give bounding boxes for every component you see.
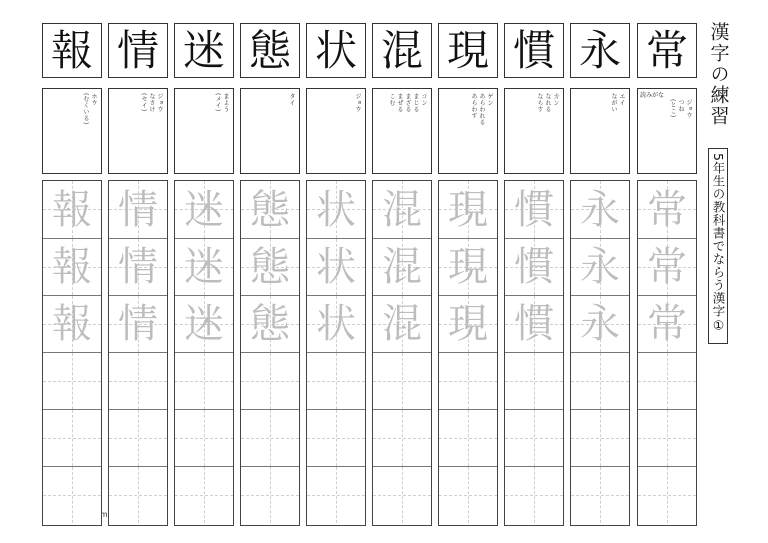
writing-cell[interactable]	[373, 466, 431, 523]
trace-kanji: 迷	[184, 301, 224, 347]
trace-kanji: 迷	[184, 244, 224, 290]
model-kanji-box	[306, 23, 366, 78]
trace-kanji: 混	[382, 244, 422, 290]
writing-cell[interactable]	[439, 409, 497, 466]
trace-kanji: 情	[118, 244, 158, 290]
trace-cell	[439, 238, 497, 295]
model-kanji-box	[108, 23, 168, 78]
trace-kanji: 報	[52, 186, 92, 233]
reading-text: (むくいる)	[82, 93, 89, 125]
trace-kanji: 混	[382, 301, 422, 347]
trace-cell	[571, 295, 629, 352]
trace-cell	[373, 181, 431, 238]
reading-box	[108, 88, 168, 174]
writing-cell[interactable]	[241, 466, 299, 523]
trace-cell	[241, 238, 299, 295]
trace-kanji: 慣	[514, 244, 554, 290]
reading-box	[174, 88, 234, 174]
writing-cell[interactable]	[373, 352, 431, 409]
writing-cell[interactable]	[638, 466, 696, 523]
writing-cell[interactable]	[439, 466, 497, 523]
reading-box	[438, 88, 498, 174]
writing-cell[interactable]	[241, 352, 299, 409]
trace-kanji: 常	[647, 301, 687, 347]
reading-box	[637, 88, 697, 174]
trace-kanji: 混	[382, 186, 422, 233]
practice-grid	[108, 180, 168, 526]
trace-cell	[307, 181, 365, 238]
trace-cell	[571, 238, 629, 295]
trace-cell	[109, 238, 167, 295]
writing-cell[interactable]	[175, 466, 233, 523]
trace-cell	[439, 295, 497, 352]
trace-cell	[109, 181, 167, 238]
trace-kanji: 状	[316, 244, 356, 290]
trace-kanji: 永	[580, 186, 620, 233]
writing-cell[interactable]	[109, 466, 167, 523]
writing-cell[interactable]	[43, 466, 101, 523]
reading-box	[42, 88, 102, 174]
reading-text: あらわれる	[478, 93, 485, 126]
page-subtitle: 5年生の教科書でならう漢字①	[711, 153, 726, 333]
writing-cell[interactable]	[505, 352, 563, 409]
trace-cell	[175, 181, 233, 238]
practice-grid	[504, 180, 564, 526]
trace-cell	[307, 238, 365, 295]
trace-kanji: 常	[647, 244, 687, 290]
trace-kanji: 永	[580, 244, 620, 290]
model-kanji-box	[174, 23, 234, 78]
model-kanji-box	[372, 23, 432, 78]
trace-cell	[307, 295, 365, 352]
writing-cell[interactable]	[175, 352, 233, 409]
reading-text: ジョウ	[354, 93, 361, 113]
practice-grid	[637, 180, 697, 526]
reading-text: ゲン	[486, 93, 493, 106]
writing-cell[interactable]	[505, 409, 563, 466]
subtitle-box	[708, 148, 728, 344]
reading-text: なれる	[544, 93, 551, 113]
model-kanji-box	[240, 23, 300, 78]
practice-grid	[306, 180, 366, 526]
model-kanji: 態	[248, 25, 291, 75]
trace-kanji: 現	[448, 186, 488, 233]
model-kanji: 現	[446, 25, 489, 75]
reading-text: あらわす	[470, 93, 477, 119]
reading-text: ならす	[536, 93, 543, 113]
trace-cell	[241, 295, 299, 352]
writing-cell[interactable]	[43, 352, 101, 409]
trace-cell	[373, 295, 431, 352]
practice-grid	[570, 180, 630, 526]
trace-kanji: 報	[52, 301, 92, 347]
writing-cell[interactable]	[439, 352, 497, 409]
writing-cell[interactable]	[241, 409, 299, 466]
practice-grid	[174, 180, 234, 526]
trace-cell	[43, 238, 101, 295]
writing-cell[interactable]	[43, 409, 101, 466]
model-kanji: 情	[116, 25, 159, 75]
yomigana-label: 読みがな	[640, 92, 665, 99]
reading-text: まじる	[412, 93, 419, 113]
title-block	[706, 22, 732, 127]
trace-cell	[241, 181, 299, 238]
reading-text: エイ	[618, 93, 625, 106]
model-kanji-box	[42, 23, 102, 78]
reading-text: カン	[552, 93, 559, 106]
trace-kanji: 永	[580, 301, 620, 347]
reading-text: (メイ)	[214, 93, 221, 112]
writing-cell[interactable]	[571, 466, 629, 523]
writing-cell[interactable]	[109, 409, 167, 466]
reading-text: まざる	[404, 93, 411, 113]
trace-cell	[439, 181, 497, 238]
writing-cell[interactable]	[175, 409, 233, 466]
reading-text: ながい	[610, 93, 617, 113]
trace-kanji: 現	[448, 244, 488, 290]
model-kanji-box	[570, 23, 630, 78]
trace-cell	[638, 181, 696, 238]
model-kanji: 迷	[182, 25, 225, 75]
reading-box	[240, 88, 300, 174]
writing-cell[interactable]	[571, 409, 629, 466]
reading-box	[372, 88, 432, 174]
reading-box	[504, 88, 564, 174]
trace-kanji: 態	[250, 186, 290, 233]
writing-cell[interactable]	[505, 466, 563, 523]
reading-text: (セイ)	[140, 93, 147, 112]
trace-kanji: 状	[316, 301, 356, 347]
model-kanji: 慣	[512, 25, 555, 75]
model-kanji: 永	[578, 25, 621, 75]
trace-cell	[505, 238, 563, 295]
reading-text: まぜる	[396, 93, 403, 113]
trace-kanji: 状	[316, 186, 356, 233]
reading-text: ジョウ	[685, 99, 692, 119]
writing-cell[interactable]	[307, 352, 365, 409]
trace-cell	[43, 181, 101, 238]
model-kanji: 混	[380, 25, 423, 75]
trace-kanji: 態	[250, 301, 290, 347]
practice-grid	[240, 180, 300, 526]
page-title: 漢字の練習	[707, 22, 730, 127]
writing-cell[interactable]	[571, 352, 629, 409]
practice-grid	[372, 180, 432, 526]
trace-kanji: 慣	[514, 186, 554, 233]
writing-cell[interactable]	[109, 352, 167, 409]
writing-cell[interactable]	[307, 466, 365, 523]
practice-grid	[438, 180, 498, 526]
trace-kanji: 態	[250, 244, 290, 290]
trace-kanji: 情	[118, 186, 158, 233]
reading-text: こむ	[388, 93, 395, 106]
reading-text: なさけ	[148, 93, 155, 113]
reading-box	[306, 88, 366, 174]
practice-grid	[42, 180, 102, 526]
writing-cell[interactable]	[307, 409, 365, 466]
trace-cell	[505, 181, 563, 238]
trace-cell	[109, 295, 167, 352]
reading-text: ホウ	[90, 93, 97, 106]
reading-text: コン	[420, 93, 427, 106]
writing-cell[interactable]	[638, 352, 696, 409]
reading-text: つね	[677, 99, 684, 112]
trace-cell	[175, 238, 233, 295]
model-kanji-box	[637, 23, 697, 78]
model-kanji: 報	[50, 25, 93, 75]
model-kanji: 状	[314, 25, 357, 75]
trace-kanji: 報	[52, 244, 92, 290]
trace-cell	[175, 295, 233, 352]
reading-text: まよう	[222, 93, 229, 113]
trace-cell	[571, 181, 629, 238]
trace-cell	[373, 238, 431, 295]
writing-cell[interactable]	[638, 409, 696, 466]
reading-text: タイ	[288, 93, 295, 106]
trace-kanji: 情	[118, 301, 158, 347]
reading-text: (とこ)	[669, 99, 676, 118]
trace-kanji: 現	[448, 301, 488, 347]
model-kanji-box	[438, 23, 498, 78]
trace-cell	[43, 295, 101, 352]
reading-box	[570, 88, 630, 174]
trace-kanji: 慣	[514, 301, 554, 347]
trace-kanji: 迷	[184, 186, 224, 233]
model-kanji: 常	[645, 25, 688, 75]
writing-cell[interactable]	[373, 409, 431, 466]
reading-text: ジョウ	[156, 93, 163, 113]
model-kanji-box	[504, 23, 564, 78]
trace-cell	[505, 295, 563, 352]
trace-kanji: 常	[647, 186, 687, 233]
trace-cell	[638, 295, 696, 352]
trace-cell	[638, 238, 696, 295]
